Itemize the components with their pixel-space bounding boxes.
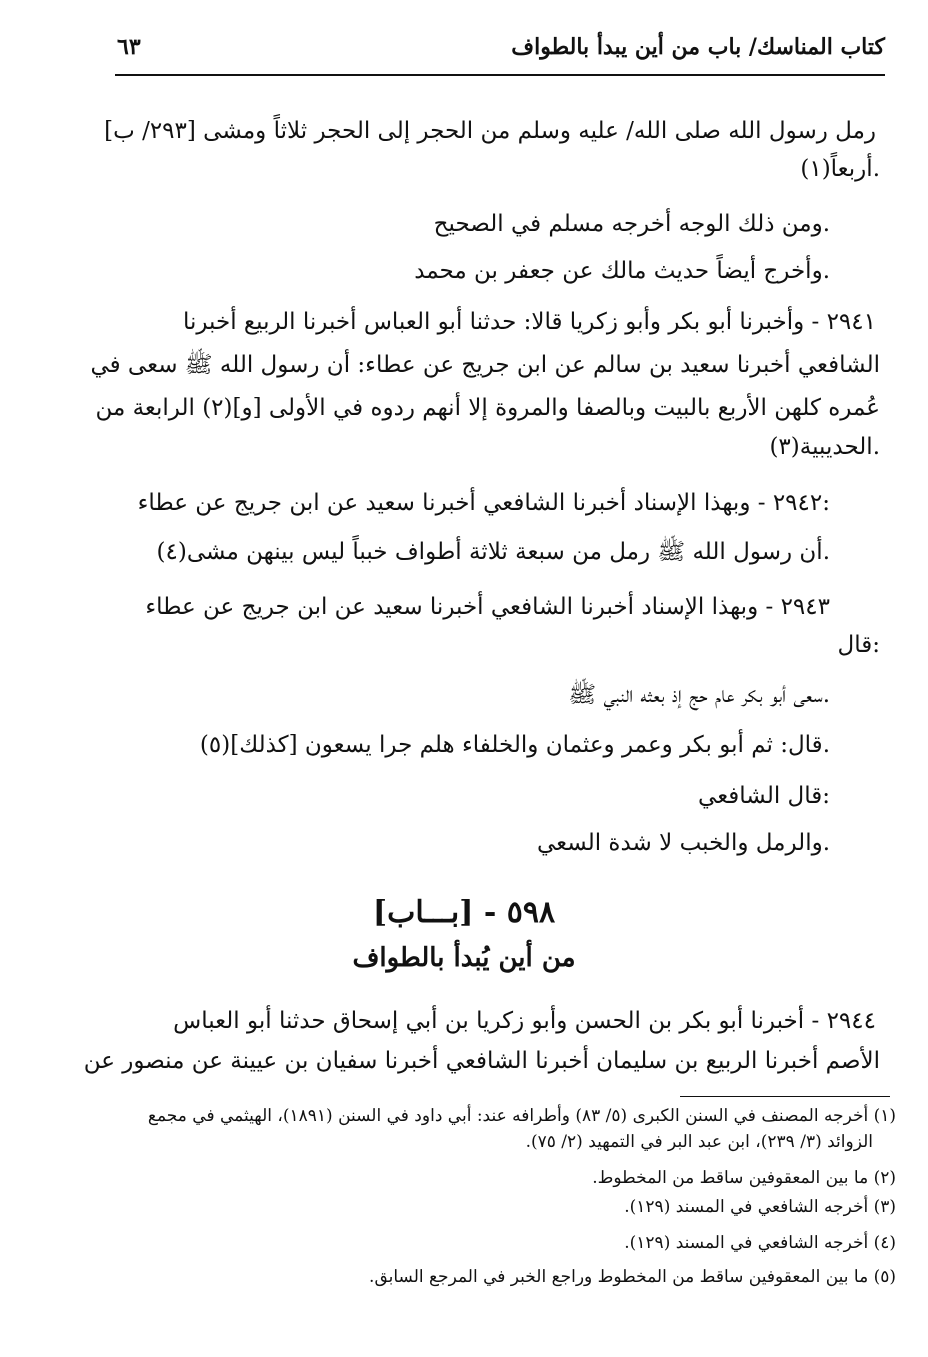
hadith-2941-line: ٢٩٤١ - وأخبرنا أبو بكر وأبو زكريا قالا: حدثنا أبو العباس أخبرنا الربيع أخبرنا [182, 309, 876, 335]
page-number: ٦٣ [117, 34, 141, 60]
text-line: قال: [837, 632, 880, 658]
footnote-3: (٣) أخرجه الشافعي في المسند (١٢٩). [624, 1197, 896, 1217]
running-header-title: كتاب المناسك/ باب من أين يبدأ بالطواف [511, 34, 885, 60]
chapter-number-heading: ٥٩٨ - [بـــاب] [372, 895, 556, 930]
text-line: والرمل والخبب لا شدة السعي. [536, 830, 830, 856]
footnote-1: (١) أخرجه المصنف في السنن الكبرى (٥/ ٨٣) وأطرافه عند: أبي داود في السنن (١٨٩١)، الهيثمي في مجمع [147, 1106, 896, 1126]
text-line: الحديبية(٣). [769, 434, 880, 460]
text-line: رمل رسول الله صلى الله/ عليه وسلم من الحجر إلى الحجر ثلاثاً ومشى [٢٩٣/ ب] [104, 118, 876, 144]
hadith-2943-line: ٢٩٤٣ - وبهذا الإسناد أخبرنا الشافعي أخبرنا سعيد عن ابن جريج عن عطاء [145, 594, 830, 620]
footnote-divider [680, 1096, 890, 1097]
footnote-5: (٥) ما بين المعقوفين ساقط من المخطوط وراجع الخبر في المرجع السابق. [369, 1267, 896, 1287]
text-line: وأخرج أيضاً حديث مالك عن جعفر بن محمد. [414, 258, 830, 284]
footnote-1-continued: الزوائد (٣/ ٢٣٩)، ابن عبد البر في التمهيد (٢/ ٧٥). [525, 1132, 873, 1152]
text-line: الشافعي أخبرنا سعيد بن سالم عن ابن جريج عن عطاء: أن رسول الله ﷺ سعى في [90, 352, 880, 378]
text-line: ومن ذلك الوجه أخرجه مسلم في الصحيح. [433, 211, 830, 237]
hadith-2942-line: ٢٩٤٢ - وبهذا الإسناد أخبرنا الشافعي أخبرنا سعيد عن ابن جريج عن عطاء: [137, 490, 830, 516]
footnote-4: (٤) أخرجه الشافعي في المسند (١٢٩). [624, 1233, 896, 1253]
text-line: أربعاً(١). [800, 156, 880, 182]
chapter-title-heading: من أين يُبدأ بالطواف [352, 943, 576, 973]
text-line: قال: ثم أبو بكر وعمر وعثمان والخلفاء هلم جرا يسعون [كذلك](٥). [199, 732, 830, 758]
running-header [115, 30, 885, 76]
text-line: عُمره كلهن الأربع بالبيت وبالصفا والمروة إلا أنهم ردوه في الأولى [و](٢) الرابعة من [95, 395, 880, 421]
text-line: أن رسول الله ﷺ رمل من سبعة ثلاثة أطواف خبباً ليس بينهن مشى(٤). [156, 539, 830, 565]
footnote-2: (٢) ما بين المعقوفين ساقط من المخطوط. [592, 1168, 896, 1188]
text-line: قال الشافعي: [698, 783, 830, 809]
text-line: سعى أبو بكر عام حج إذ بعثه النبي ﷺ. [568, 682, 830, 708]
hadith-2944-line: ٢٩٤٤ - أخبرنا أبو بكر بن الحسن وأبو زكريا بن أبي إسحاق حدثنا أبو العباس [173, 1008, 876, 1034]
text-line: الأصم أخبرنا الربيع بن سليمان أخبرنا الشافعي أخبرنا سفيان بن عيينة عن منصور عن [83, 1048, 880, 1074]
